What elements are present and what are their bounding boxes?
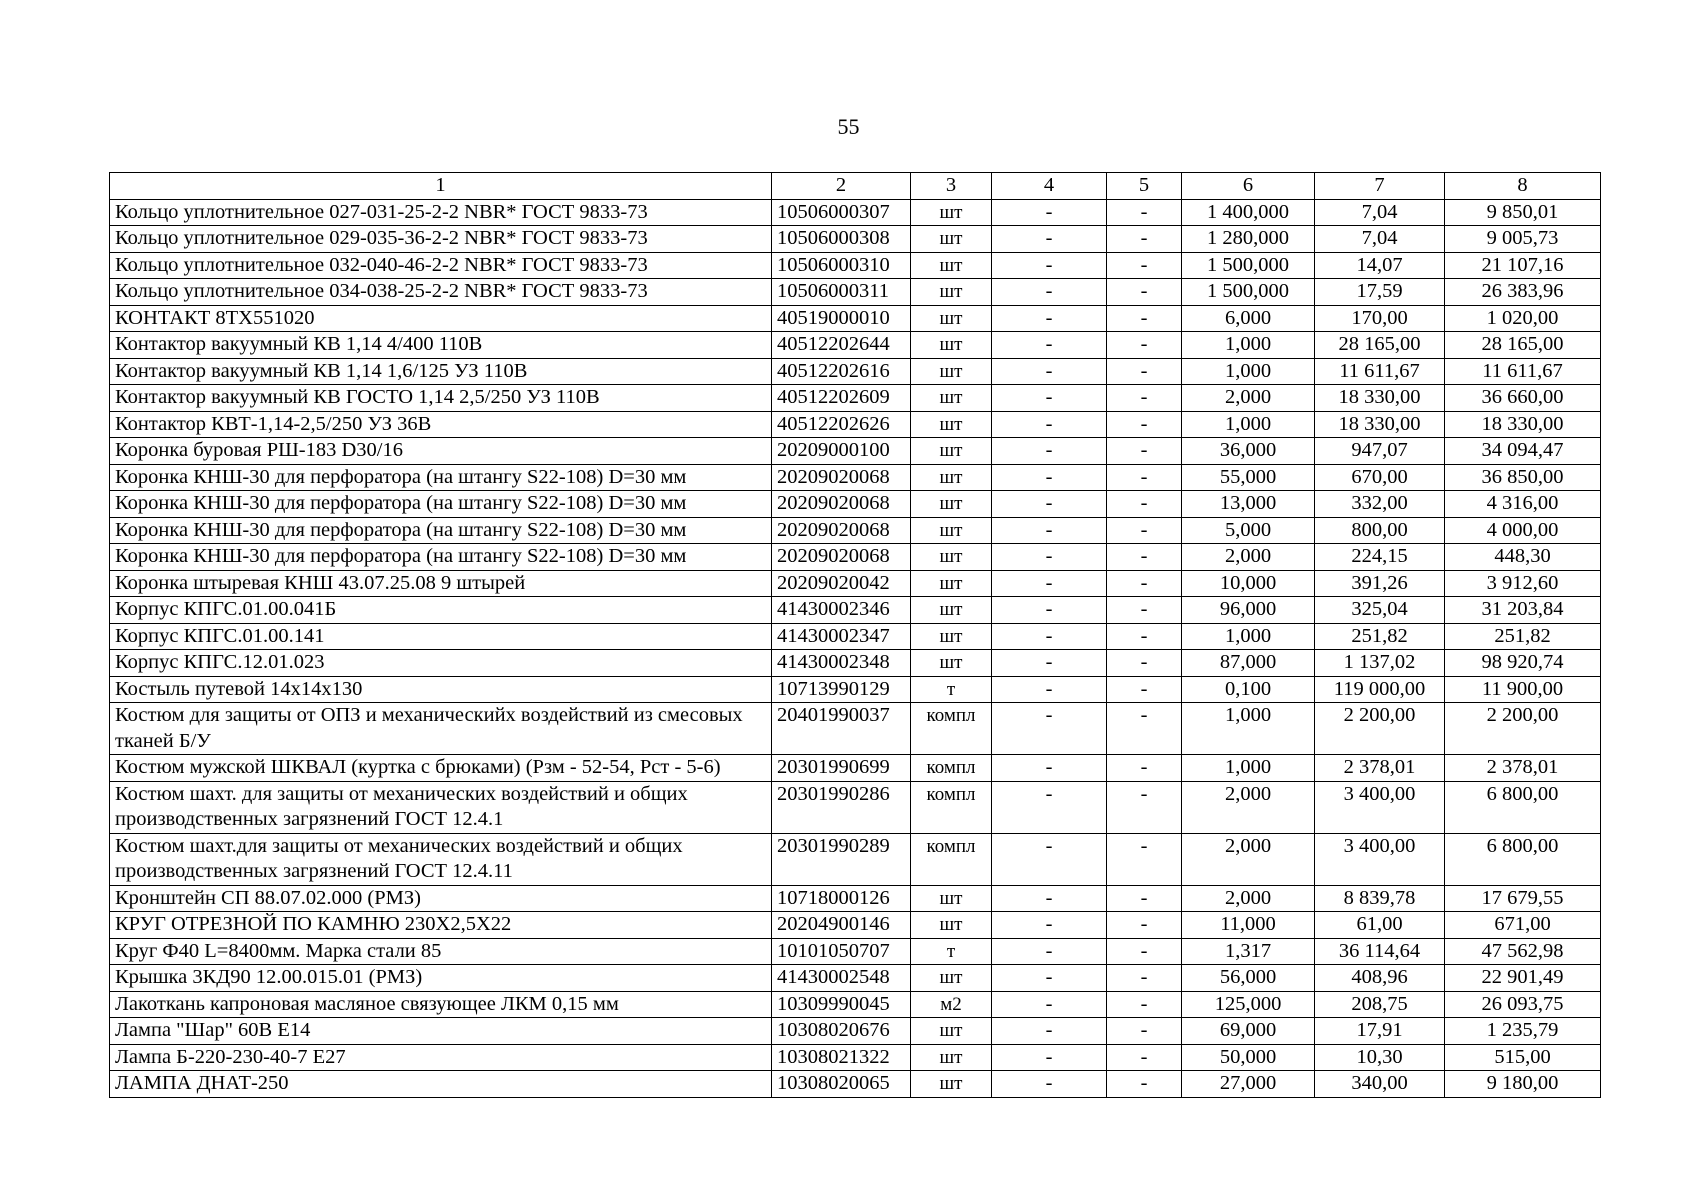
col5-cell: - xyxy=(1107,491,1182,518)
price-cell: 61,00 xyxy=(1315,912,1445,939)
table-row xyxy=(110,544,1601,571)
item-code-cell: 10713990129 xyxy=(772,676,911,703)
price-cell: 332,00 xyxy=(1315,491,1445,518)
item-name-cell: Коронка штыревая КНШ 43.07.25.08 9 штырей xyxy=(110,570,772,597)
amount-cell: 11 611,67 xyxy=(1445,358,1601,385)
item-code-cell: 20209020068 xyxy=(772,517,911,544)
unit-cell: шт xyxy=(911,597,992,624)
quantity-cell: 27,000 xyxy=(1182,1071,1315,1098)
col5-cell: - xyxy=(1107,703,1182,755)
quantity-cell: 0,100 xyxy=(1182,676,1315,703)
item-code-cell: 10506000310 xyxy=(772,252,911,279)
amount-cell: 1 235,79 xyxy=(1445,1018,1601,1045)
col5-cell: - xyxy=(1107,781,1182,833)
price-cell: 36 114,64 xyxy=(1315,938,1445,965)
col4-cell: - xyxy=(992,305,1107,332)
amount-cell: 2 200,00 xyxy=(1445,703,1601,755)
col4-cell: - xyxy=(992,1071,1107,1098)
col4-cell: - xyxy=(992,544,1107,571)
unit-cell: шт xyxy=(911,623,992,650)
item-name-cell: Кольцо уплотнительное 029-035-36-2-2 NBR* ГОСТ 9833-73 xyxy=(110,226,772,253)
amount-cell: 2 378,01 xyxy=(1445,755,1601,782)
header-cell: 6 xyxy=(1182,173,1315,200)
item-code-cell: 20209020042 xyxy=(772,570,911,597)
quantity-cell: 13,000 xyxy=(1182,491,1315,518)
amount-cell: 4 316,00 xyxy=(1445,491,1601,518)
item-code-cell: 41430002548 xyxy=(772,965,911,992)
unit-cell: шт xyxy=(911,411,992,438)
price-cell: 670,00 xyxy=(1315,464,1445,491)
price-cell: 325,04 xyxy=(1315,597,1445,624)
quantity-cell: 1,000 xyxy=(1182,332,1315,359)
quantity-cell: 125,000 xyxy=(1182,991,1315,1018)
col5-cell: - xyxy=(1107,411,1182,438)
amount-cell: 17 679,55 xyxy=(1445,885,1601,912)
quantity-cell: 6,000 xyxy=(1182,305,1315,332)
quantity-cell: 1,000 xyxy=(1182,623,1315,650)
item-code-cell: 10309990045 xyxy=(772,991,911,1018)
item-name-cell: Корпус КПГС.01.00.041Б xyxy=(110,597,772,624)
col4-cell: - xyxy=(992,570,1107,597)
unit-cell: шт xyxy=(911,570,992,597)
col4-cell: - xyxy=(992,252,1107,279)
unit-cell: т xyxy=(911,676,992,703)
col4-cell: - xyxy=(992,991,1107,1018)
quantity-cell: 2,000 xyxy=(1182,885,1315,912)
item-name-cell: Лакоткань капроновая масляное связующее ЛКМ 0,15 мм xyxy=(110,991,772,1018)
table-row xyxy=(110,938,1601,965)
col4-cell: - xyxy=(992,491,1107,518)
table-row xyxy=(110,781,1601,833)
unit-cell: компл xyxy=(911,781,992,833)
item-code-cell: 40512202609 xyxy=(772,385,911,412)
quantity-cell: 11,000 xyxy=(1182,912,1315,939)
table-row xyxy=(110,411,1601,438)
unit-cell: шт xyxy=(911,226,992,253)
col4-cell: - xyxy=(992,438,1107,465)
unit-cell: шт xyxy=(911,464,992,491)
item-name-cell: Кронштейн СП 88.07.02.000 (РМЗ) xyxy=(110,885,772,912)
item-code-cell: 10506000311 xyxy=(772,279,911,306)
table-row xyxy=(110,385,1601,412)
price-cell: 28 165,00 xyxy=(1315,332,1445,359)
item-name-cell: Коронка КНШ-30 для перфоратора (на штангу S22-108) D=30 мм xyxy=(110,491,772,518)
header-cell: 3 xyxy=(911,173,992,200)
header-cell: 1 xyxy=(110,173,772,200)
col4-cell: - xyxy=(992,1018,1107,1045)
item-name-cell: Кольцо уплотнительное 032-040-46-2-2 NBR* ГОСТ 9833-73 xyxy=(110,252,772,279)
col4-cell: - xyxy=(992,938,1107,965)
col5-cell: - xyxy=(1107,305,1182,332)
table-row xyxy=(110,279,1601,306)
col5-cell: - xyxy=(1107,623,1182,650)
col5-cell: - xyxy=(1107,226,1182,253)
item-code-cell: 40512202626 xyxy=(772,411,911,438)
price-cell: 3 400,00 xyxy=(1315,833,1445,885)
amount-cell: 26 383,96 xyxy=(1445,279,1601,306)
item-name-cell: Кольцо уплотнительное 027-031-25-2-2 NBR* ГОСТ 9833-73 xyxy=(110,199,772,226)
item-code-cell: 20209000100 xyxy=(772,438,911,465)
price-cell: 14,07 xyxy=(1315,252,1445,279)
price-cell: 800,00 xyxy=(1315,517,1445,544)
price-cell: 391,26 xyxy=(1315,570,1445,597)
col4-cell: - xyxy=(992,650,1107,677)
unit-cell: шт xyxy=(911,199,992,226)
col5-cell: - xyxy=(1107,755,1182,782)
item-name-cell: Костыль путевой 14х14х130 xyxy=(110,676,772,703)
unit-cell: компл xyxy=(911,755,992,782)
col5-cell: - xyxy=(1107,279,1182,306)
item-name-cell: ЛАМПА ДНАТ-250 xyxy=(110,1071,772,1098)
quantity-cell: 56,000 xyxy=(1182,965,1315,992)
header-cell: 5 xyxy=(1107,173,1182,200)
col5-cell: - xyxy=(1107,1071,1182,1098)
col5-cell: - xyxy=(1107,570,1182,597)
unit-cell: шт xyxy=(911,650,992,677)
amount-cell: 31 203,84 xyxy=(1445,597,1601,624)
price-cell: 18 330,00 xyxy=(1315,385,1445,412)
item-code-cell: 10308020065 xyxy=(772,1071,911,1098)
col4-cell: - xyxy=(992,912,1107,939)
item-code-cell: 20209020068 xyxy=(772,464,911,491)
price-cell: 10,30 xyxy=(1315,1044,1445,1071)
table-row xyxy=(110,570,1601,597)
col4-cell: - xyxy=(992,199,1107,226)
quantity-cell: 2,000 xyxy=(1182,781,1315,833)
item-name-cell: Круг Ф40 L=8400мм. Марка стали 85 xyxy=(110,938,772,965)
table-row xyxy=(110,912,1601,939)
item-code-cell: 40519000010 xyxy=(772,305,911,332)
table-row xyxy=(110,755,1601,782)
table-row xyxy=(110,464,1601,491)
col5-cell: - xyxy=(1107,332,1182,359)
amount-cell: 18 330,00 xyxy=(1445,411,1601,438)
item-name-cell: Костюм мужской ШКВАЛ (куртка с брюками) (Рзм - 52-54, Рст - 5-6) xyxy=(110,755,772,782)
item-name-cell: Корпус КПГС.12.01.023 xyxy=(110,650,772,677)
col5-cell: - xyxy=(1107,991,1182,1018)
item-code-cell: 10101050707 xyxy=(772,938,911,965)
price-cell: 17,91 xyxy=(1315,1018,1445,1045)
price-cell: 11 611,67 xyxy=(1315,358,1445,385)
amount-cell: 11 900,00 xyxy=(1445,676,1601,703)
item-code-cell: 41430002346 xyxy=(772,597,911,624)
unit-cell: шт xyxy=(911,885,992,912)
amount-cell: 22 901,49 xyxy=(1445,965,1601,992)
col5-cell: - xyxy=(1107,885,1182,912)
unit-cell: компл xyxy=(911,833,992,885)
price-cell: 119 000,00 xyxy=(1315,676,1445,703)
col4-cell: - xyxy=(992,279,1107,306)
col4-cell: - xyxy=(992,517,1107,544)
quantity-cell: 1,000 xyxy=(1182,703,1315,755)
table-row xyxy=(110,703,1601,755)
table-row xyxy=(110,676,1601,703)
header-cell: 8 xyxy=(1445,173,1601,200)
quantity-cell: 1,317 xyxy=(1182,938,1315,965)
price-cell: 17,59 xyxy=(1315,279,1445,306)
price-cell: 8 839,78 xyxy=(1315,885,1445,912)
col4-cell: - xyxy=(992,781,1107,833)
price-cell: 3 400,00 xyxy=(1315,781,1445,833)
quantity-cell: 1 400,000 xyxy=(1182,199,1315,226)
unit-cell: компл xyxy=(911,703,992,755)
table-row xyxy=(110,358,1601,385)
col4-cell: - xyxy=(992,676,1107,703)
table-row xyxy=(110,885,1601,912)
item-code-cell: 40512202644 xyxy=(772,332,911,359)
quantity-cell: 96,000 xyxy=(1182,597,1315,624)
amount-cell: 9 005,73 xyxy=(1445,226,1601,253)
col5-cell: - xyxy=(1107,464,1182,491)
table-row xyxy=(110,1018,1601,1045)
item-name-cell: Контактор вакуумный КВ 1,14 1,6/125 УЗ 110В xyxy=(110,358,772,385)
price-cell: 7,04 xyxy=(1315,199,1445,226)
unit-cell: шт xyxy=(911,491,992,518)
col5-cell: - xyxy=(1107,252,1182,279)
col4-cell: - xyxy=(992,833,1107,885)
item-code-cell: 10506000307 xyxy=(772,199,911,226)
col4-cell: - xyxy=(992,703,1107,755)
unit-cell: шт xyxy=(911,1044,992,1071)
col5-cell: - xyxy=(1107,517,1182,544)
table-row xyxy=(110,199,1601,226)
amount-cell: 448,30 xyxy=(1445,544,1601,571)
table-row xyxy=(110,965,1601,992)
item-code-cell: 10308020676 xyxy=(772,1018,911,1045)
item-name-cell: Контактор КВТ-1,14-2,5/250 УЗ 36В xyxy=(110,411,772,438)
unit-cell: шт xyxy=(911,252,992,279)
col4-cell: - xyxy=(992,226,1107,253)
quantity-cell: 5,000 xyxy=(1182,517,1315,544)
item-name-cell: Крышка 3КД90 12.00.015.01 (РМЗ) xyxy=(110,965,772,992)
item-code-cell: 41430002348 xyxy=(772,650,911,677)
amount-cell: 6 800,00 xyxy=(1445,781,1601,833)
unit-cell: шт xyxy=(911,332,992,359)
amount-cell: 34 094,47 xyxy=(1445,438,1601,465)
item-code-cell: 10506000308 xyxy=(772,226,911,253)
item-name-cell: Контактор вакуумный КВ ГОСТО 1,14 2,5/250 УЗ 110В xyxy=(110,385,772,412)
quantity-cell: 2,000 xyxy=(1182,544,1315,571)
col5-cell: - xyxy=(1107,199,1182,226)
table-row xyxy=(110,991,1601,1018)
table-row xyxy=(110,305,1601,332)
amount-cell: 28 165,00 xyxy=(1445,332,1601,359)
table-row xyxy=(110,438,1601,465)
amount-cell: 36 850,00 xyxy=(1445,464,1601,491)
unit-cell: шт xyxy=(911,517,992,544)
unit-cell: шт xyxy=(911,544,992,571)
item-name-cell: Лампа "Шар" 60В Е14 xyxy=(110,1018,772,1045)
table-row xyxy=(110,597,1601,624)
amount-cell: 36 660,00 xyxy=(1445,385,1601,412)
unit-cell: шт xyxy=(911,279,992,306)
table-row xyxy=(110,491,1601,518)
amount-cell: 6 800,00 xyxy=(1445,833,1601,885)
item-code-cell: 20301990286 xyxy=(772,781,911,833)
col5-cell: - xyxy=(1107,438,1182,465)
item-name-cell: Корпус КПГС.01.00.141 xyxy=(110,623,772,650)
quantity-cell: 1,000 xyxy=(1182,358,1315,385)
quantity-cell: 87,000 xyxy=(1182,650,1315,677)
price-cell: 2 200,00 xyxy=(1315,703,1445,755)
price-cell: 208,75 xyxy=(1315,991,1445,1018)
amount-cell: 515,00 xyxy=(1445,1044,1601,1071)
price-cell: 170,00 xyxy=(1315,305,1445,332)
item-name-cell: Кольцо уплотнительное 034-038-25-2-2 NBR* ГОСТ 9833-73 xyxy=(110,279,772,306)
item-code-cell: 10308021322 xyxy=(772,1044,911,1071)
item-name-cell: Контактор вакуумный КВ 1,14 4/400 110В xyxy=(110,332,772,359)
col5-cell: - xyxy=(1107,912,1182,939)
unit-cell: м2 xyxy=(911,991,992,1018)
col5-cell: - xyxy=(1107,358,1182,385)
col4-cell: - xyxy=(992,597,1107,624)
quantity-cell: 1,000 xyxy=(1182,755,1315,782)
price-cell: 947,07 xyxy=(1315,438,1445,465)
col4-cell: - xyxy=(992,358,1107,385)
col4-cell: - xyxy=(992,965,1107,992)
col5-cell: - xyxy=(1107,597,1182,624)
amount-cell: 98 920,74 xyxy=(1445,650,1601,677)
price-cell: 18 330,00 xyxy=(1315,411,1445,438)
item-code-cell: 20209020068 xyxy=(772,544,911,571)
item-name-cell: Коронка буровая РШ-183 D30/16 xyxy=(110,438,772,465)
amount-cell: 3 912,60 xyxy=(1445,570,1601,597)
quantity-cell: 10,000 xyxy=(1182,570,1315,597)
table-row xyxy=(110,1044,1601,1071)
col4-cell: - xyxy=(992,411,1107,438)
table-row xyxy=(110,252,1601,279)
unit-cell: шт xyxy=(911,965,992,992)
amount-cell: 1 020,00 xyxy=(1445,305,1601,332)
quantity-cell: 55,000 xyxy=(1182,464,1315,491)
quantity-cell: 1 500,000 xyxy=(1182,279,1315,306)
table-header-row xyxy=(110,173,1601,200)
quantity-cell: 2,000 xyxy=(1182,833,1315,885)
col4-cell: - xyxy=(992,464,1107,491)
item-name-cell: Коронка КНШ-30 для перфоратора (на штангу S22-108) D=30 мм xyxy=(110,544,772,571)
amount-cell: 21 107,16 xyxy=(1445,252,1601,279)
item-name-cell: Коронка КНШ-30 для перфоратора (на штангу S22-108) D=30 мм xyxy=(110,464,772,491)
table-row xyxy=(110,517,1601,544)
unit-cell: шт xyxy=(911,1018,992,1045)
quantity-cell: 1 280,000 xyxy=(1182,226,1315,253)
col5-cell: - xyxy=(1107,385,1182,412)
col5-cell: - xyxy=(1107,650,1182,677)
table-row xyxy=(110,332,1601,359)
item-code-cell: 20301990699 xyxy=(772,755,911,782)
amount-cell: 9 850,01 xyxy=(1445,199,1601,226)
price-cell: 251,82 xyxy=(1315,623,1445,650)
unit-cell: шт xyxy=(911,912,992,939)
item-name-cell: Коронка КНШ-30 для перфоратора (на штангу S22-108) D=30 мм xyxy=(110,517,772,544)
col4-cell: - xyxy=(992,623,1107,650)
col5-cell: - xyxy=(1107,1018,1182,1045)
unit-cell: шт xyxy=(911,358,992,385)
col5-cell: - xyxy=(1107,1044,1182,1071)
quantity-cell: 36,000 xyxy=(1182,438,1315,465)
price-cell: 7,04 xyxy=(1315,226,1445,253)
unit-cell: шт xyxy=(911,385,992,412)
amount-cell: 671,00 xyxy=(1445,912,1601,939)
quantity-cell: 1 500,000 xyxy=(1182,252,1315,279)
header-cell: 2 xyxy=(772,173,911,200)
item-code-cell: 10718000126 xyxy=(772,885,911,912)
unit-cell: шт xyxy=(911,438,992,465)
item-code-cell: 20401990037 xyxy=(772,703,911,755)
col5-cell: - xyxy=(1107,676,1182,703)
col5-cell: - xyxy=(1107,544,1182,571)
unit-cell: т xyxy=(911,938,992,965)
unit-cell: шт xyxy=(911,1071,992,1098)
quantity-cell: 1,000 xyxy=(1182,411,1315,438)
item-code-cell: 40512202616 xyxy=(772,358,911,385)
price-cell: 340,00 xyxy=(1315,1071,1445,1098)
amount-cell: 251,82 xyxy=(1445,623,1601,650)
item-name-cell: Лампа Б-220-230-40-7 Е27 xyxy=(110,1044,772,1071)
items-table xyxy=(109,172,1601,1098)
item-name-cell: КРУГ ОТРЕЗНОЙ ПО КАМНЮ 230Х2,5Х22 xyxy=(110,912,772,939)
item-name-cell: Костюм для защиты от ОПЗ и механическийх воздействий из смесовых тканей Б/У xyxy=(110,703,772,755)
col4-cell: - xyxy=(992,385,1107,412)
item-code-cell: 20209020068 xyxy=(772,491,911,518)
col5-cell: - xyxy=(1107,965,1182,992)
amount-cell: 9 180,00 xyxy=(1445,1071,1601,1098)
table-row xyxy=(110,833,1601,885)
item-name-cell: Костюм шахт. для защиты от механических воздействий и общих производственных загрязнений ГОСТ 12.4.1 xyxy=(110,781,772,833)
amount-cell: 26 093,75 xyxy=(1445,991,1601,1018)
header-cell: 4 xyxy=(992,173,1107,200)
price-cell: 408,96 xyxy=(1315,965,1445,992)
table-row xyxy=(110,623,1601,650)
item-name-cell: Костюм шахт.для защиты от механических воздействий и общих производственных загрязнений ГОСТ 12.4.11 xyxy=(110,833,772,885)
col4-cell: - xyxy=(992,1044,1107,1071)
table-row xyxy=(110,1071,1601,1098)
table-row xyxy=(110,226,1601,253)
unit-cell: шт xyxy=(911,305,992,332)
amount-cell: 47 562,98 xyxy=(1445,938,1601,965)
price-cell: 2 378,01 xyxy=(1315,755,1445,782)
page-number: 55 xyxy=(837,114,860,139)
quantity-cell: 69,000 xyxy=(1182,1018,1315,1045)
amount-cell: 4 000,00 xyxy=(1445,517,1601,544)
item-code-cell: 41430002347 xyxy=(772,623,911,650)
item-code-cell: 20204900146 xyxy=(772,912,911,939)
quantity-cell: 50,000 xyxy=(1182,1044,1315,1071)
table-row xyxy=(110,650,1601,677)
item-code-cell: 20301990289 xyxy=(772,833,911,885)
col4-cell: - xyxy=(992,332,1107,359)
item-name-cell: КОНТАКТ 8ТХ551020 xyxy=(110,305,772,332)
col5-cell: - xyxy=(1107,833,1182,885)
col4-cell: - xyxy=(992,755,1107,782)
col4-cell: - xyxy=(992,885,1107,912)
header-cell: 7 xyxy=(1315,173,1445,200)
col5-cell: - xyxy=(1107,938,1182,965)
quantity-cell: 2,000 xyxy=(1182,385,1315,412)
price-cell: 1 137,02 xyxy=(1315,650,1445,677)
price-cell: 224,15 xyxy=(1315,544,1445,571)
